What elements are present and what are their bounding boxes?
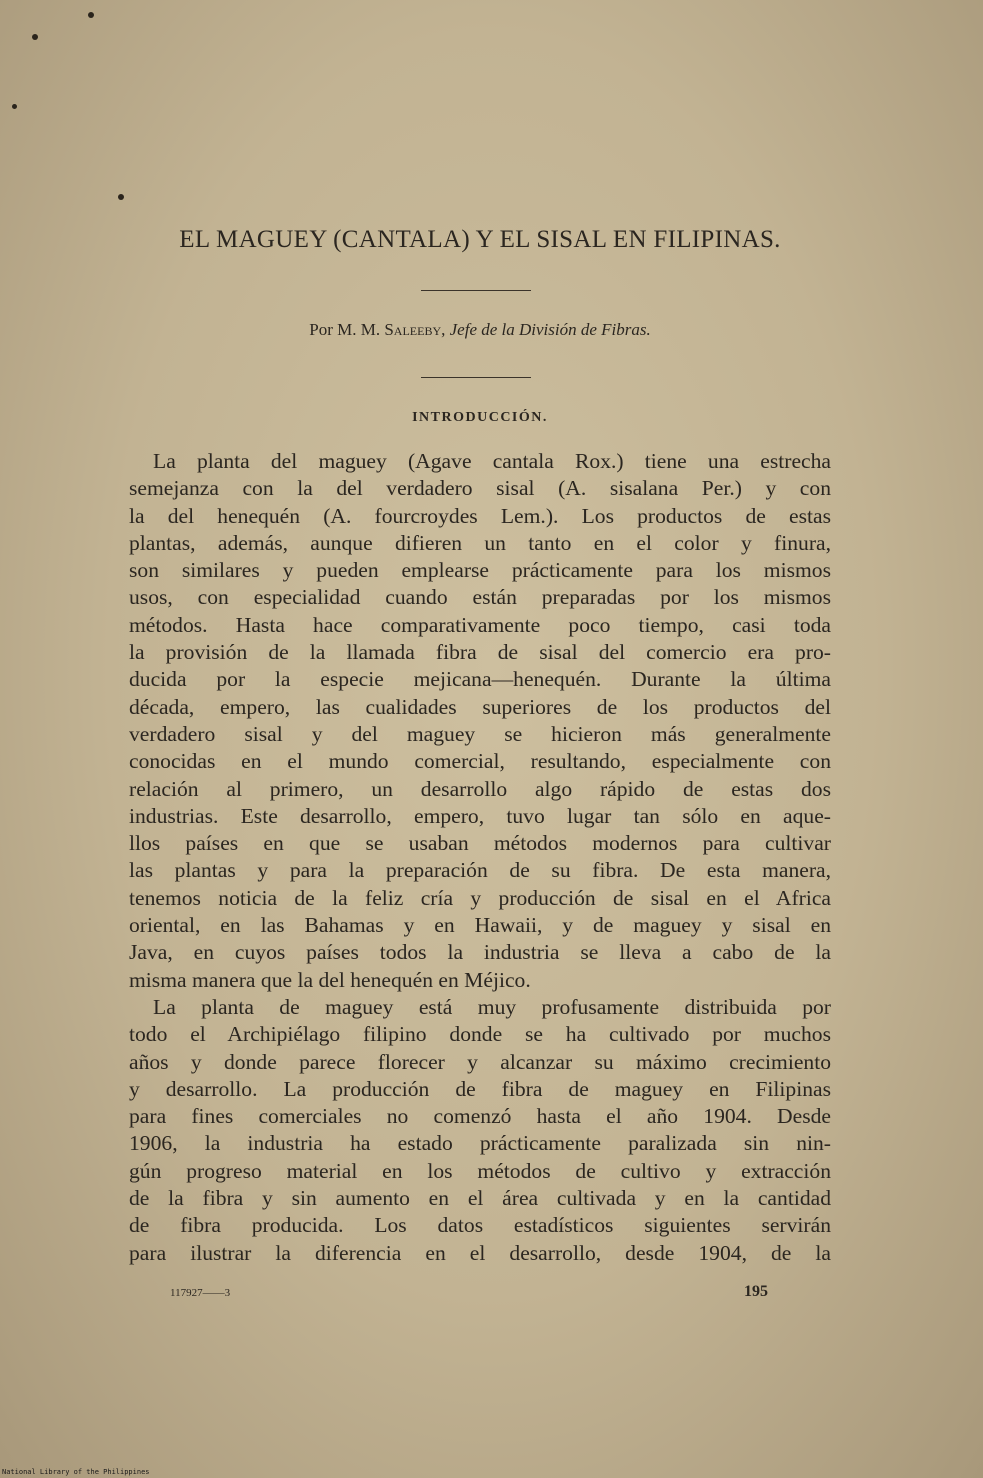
paragraph-2	[129, 994, 831, 1267]
text-line: La planta de maguey está muy profusamente distribuida por	[153, 994, 831, 1019]
text-line: ducida por la especie mejicana—henequén. Durante la última	[129, 667, 831, 692]
speck-mark	[12, 104, 17, 109]
text-line: la del henequén (A. fourcroydes Lem.). Los productos de estas	[129, 503, 831, 528]
text-line: verdadero sisal y del maguey se hicieron más generalmente	[129, 721, 831, 746]
page-number: 195	[744, 1283, 768, 1300]
speck-mark	[32, 34, 38, 40]
text-line: para fines comerciales no comenzó hasta el año 1904. Desde	[129, 1104, 831, 1129]
library-credit: National Library of the Philippines	[2, 1468, 150, 1476]
text-line: llos países en que se usaban métodos modernos para cultivar	[129, 831, 831, 856]
article-title: EL MAGUEY (CANTALA) Y EL SISAL EN FILIPINAS.	[179, 226, 781, 253]
text-line: la provisión de la llamada fibra de sisal del comercio era pro-	[129, 640, 831, 665]
speck-mark	[88, 12, 94, 18]
text-line: y desarrollo. La producción de fibra de maguey en Filipinas	[129, 1076, 831, 1101]
text-line: 1906, la industria ha estado prácticamente paralizada sin nin-	[129, 1131, 831, 1156]
body-text	[129, 448, 831, 1267]
text-line: misma manera que la del henequén en Méjico.	[129, 967, 531, 992]
text-line: La planta del maguey (Agave cantala Rox.) tiene una estrecha	[153, 449, 831, 473]
byline	[0, 320, 960, 340]
text-line: tenemos noticia de la feliz cría y producción de sisal en el Africa	[129, 885, 831, 910]
text-line: gún progreso material en los métodos de cultivo y extracción	[129, 1158, 831, 1183]
text-line: industrias. Este desarrollo, empero, tuvo lugar tan sólo en aque-	[129, 803, 831, 828]
text-line: plantas, además, aunque difieren un tanto en el color y finura,	[129, 530, 831, 555]
text-line: son similares y pueden emplearse prácticamente para los mismos	[129, 558, 831, 583]
speck-mark	[118, 194, 124, 200]
text-line: años y donde parece florecer y alcanzar su máximo crecimiento	[129, 1049, 831, 1074]
text-line: oriental, en las Bahamas y en Hawaii, y de maguey y sisal en	[129, 913, 831, 938]
signature-code: 117927——3	[170, 1287, 231, 1299]
title-rule	[421, 290, 531, 291]
text-line: todo el Archipiélago filipino donde se ha cultivado por muchos	[129, 1022, 831, 1047]
author-name: Saleeby	[384, 320, 442, 339]
byline-rule	[421, 377, 531, 378]
text-line: década, empero, las cualidades superiores de los productos del	[129, 694, 831, 719]
text-line: semejanza con la del verdadero sisal (A. sisalana Per.) y con	[129, 476, 831, 501]
paragraph-1	[129, 448, 831, 994]
byline-separator: ,	[441, 320, 450, 339]
text-line: métodos. Hasta hace comparativamente poco tiempo, casi toda	[129, 612, 831, 637]
text-line: las plantas y para la preparación de su fibra. De esta manera,	[129, 858, 831, 883]
text-line: relación al primero, un desarrollo algo rápido de estas dos	[129, 776, 831, 801]
text-line: de fibra producida. Los datos estadísticos siguientes servirán	[129, 1213, 831, 1238]
text-line: para ilustrar la diferencia en el desarrollo, desde 1904, de la	[129, 1240, 831, 1265]
text-line: Java, en cuyos países todos la industria se lleva a cabo de la	[129, 940, 831, 965]
text-line: conocidas en el mundo comercial, resultando, especialmente con	[129, 749, 831, 774]
byline-prefix: Por M. M.	[309, 320, 385, 339]
text-line: de la fibra y sin aumento en el área cultivada y en la cantidad	[129, 1186, 831, 1211]
text-line: usos, con especialidad cuando están preparadas por los mismos	[129, 585, 831, 610]
author-affiliation: Jefe de la División de Fibras.	[449, 320, 651, 339]
section-heading: INTRODUCCIÓN.	[412, 410, 548, 425]
